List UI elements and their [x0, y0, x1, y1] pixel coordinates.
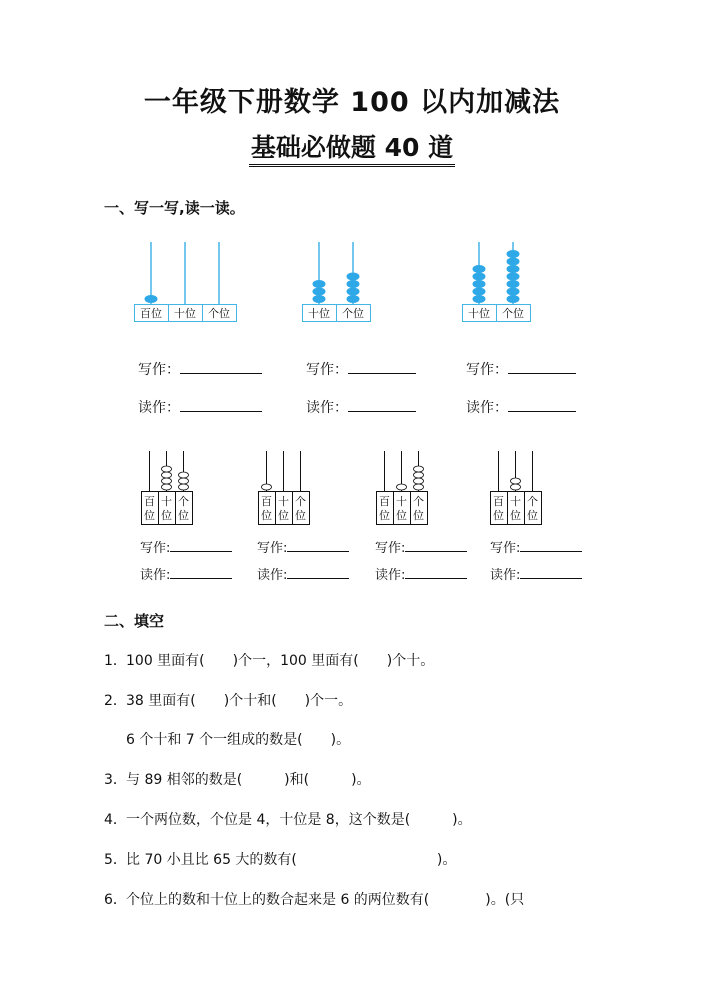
- answer-blank[interactable]: [348, 359, 416, 374]
- page-title: 一年级下册数学 100 以内加减法: [143, 87, 561, 118]
- answer-blank[interactable]: [405, 564, 467, 579]
- read-row-5: 读作:: [257, 564, 349, 583]
- abacus-bead: [507, 295, 520, 303]
- abacus-place-label: 十: [510, 495, 521, 508]
- answer-blank[interactable]: [508, 397, 576, 412]
- abacus-place-label: 位: [510, 509, 521, 522]
- write-row-2: 写作：: [306, 359, 416, 379]
- abacus-bead: [262, 484, 272, 490]
- answer-blank[interactable]: [405, 537, 467, 552]
- abacus-place-label: 个: [178, 495, 189, 508]
- abacus-place-label: 个: [295, 495, 306, 508]
- abacus-3: [462, 238, 534, 324]
- abacus-bead: [414, 472, 424, 478]
- abacus-bead: [473, 273, 486, 281]
- abacus-bead: [414, 484, 424, 490]
- abacus-place-label: 十位: [308, 307, 330, 320]
- abacus-place-label: 个位: [208, 307, 230, 320]
- abacus-bead: [473, 280, 486, 288]
- abacus-place-label: 十位: [174, 307, 196, 320]
- answer-blank[interactable]: [180, 397, 262, 412]
- read-row-3: 读作：: [466, 397, 576, 417]
- abacus-bead: [511, 484, 521, 490]
- write-row-4: 写作:: [140, 537, 232, 556]
- abacus-bead: [179, 478, 189, 484]
- abacus-place-label: 位: [493, 509, 504, 522]
- abacus-bead: [313, 288, 326, 296]
- answer-blank[interactable]: [287, 537, 349, 552]
- abacus-place-label: 百: [493, 495, 504, 508]
- abacus-2: [302, 238, 374, 324]
- abacus-bead: [162, 472, 172, 478]
- abacus-bead: [507, 265, 520, 273]
- abacus-bead: [179, 484, 189, 490]
- answer-blank[interactable]: [520, 537, 582, 552]
- abacus-bead: [507, 258, 520, 266]
- abacus-place-label: 位: [295, 509, 306, 522]
- answer-blank[interactable]: [287, 564, 349, 579]
- abacus-place-label: 百: [144, 495, 155, 508]
- abacus-bead: [347, 280, 360, 288]
- answer-blank[interactable]: [180, 359, 262, 374]
- write-row-1: 写作：: [138, 359, 262, 379]
- abacus-place-label: 十位: [468, 307, 490, 320]
- answer-blank[interactable]: [348, 397, 416, 412]
- abacus-place-label: 位: [396, 509, 407, 522]
- abacus-bead: [511, 478, 521, 484]
- abacus-place-label: 百位: [140, 307, 162, 320]
- read-row-4: 读作:: [140, 564, 232, 583]
- abacus-bead: [473, 295, 486, 303]
- abacus-bead: [347, 273, 360, 281]
- fill-item-4: 4．一个两位数，个位是 4，十位是 8，这个数是( )。: [104, 812, 472, 828]
- read-row-6: 读作:: [375, 564, 467, 583]
- abacus-6: [374, 449, 430, 527]
- page-subtitle: 基础必做题 40 道: [0, 128, 704, 164]
- abacus-bead: [507, 273, 520, 281]
- abacus-4: [139, 449, 195, 527]
- abacus-place-label: 个: [413, 495, 424, 508]
- abacus-place-label: 位: [527, 509, 538, 522]
- fill-item-5: 5．比 70 小且比 65 大的数有( )。: [104, 852, 457, 868]
- answer-blank[interactable]: [170, 537, 232, 552]
- read-row-2: 读作：: [306, 397, 416, 417]
- abacus-place-label: 百: [261, 495, 272, 508]
- write-row-6: 写作:: [375, 537, 467, 556]
- fill-item-1: 1．100 里面有( )个一，100 里面有( )个十。: [104, 653, 435, 669]
- abacus-place-label: 十: [278, 495, 289, 508]
- fill-item-2b: 6 个十和 7 个一组成的数是( )。: [126, 732, 351, 748]
- abacus-bead: [414, 466, 424, 472]
- abacus-bead: [162, 466, 172, 472]
- write-row-5: 写作:: [257, 537, 349, 556]
- abacus-bead: [313, 295, 326, 303]
- answer-blank[interactable]: [508, 359, 576, 374]
- abacus-bead: [473, 288, 486, 296]
- fill-item-2: 2．38 里面有( )个十和( )个一。: [104, 693, 353, 709]
- abacus-bead: [507, 250, 520, 258]
- read-row-7: 读作:: [490, 564, 582, 583]
- abacus-7: [488, 449, 544, 527]
- read-row-1: 读作：: [138, 397, 262, 417]
- abacus-place-label: 位: [413, 509, 424, 522]
- abacus-bead: [507, 280, 520, 288]
- fill-item-6: 6．个位上的数和十位上的数合起来是 6 的两位数有( )。(只: [104, 892, 525, 908]
- write-row-7: 写作:: [490, 537, 582, 556]
- abacus-bead: [347, 295, 360, 303]
- abacus-place-label: 十: [161, 495, 172, 508]
- abacus-place-label: 十: [396, 495, 407, 508]
- abacus-place-label: 位: [379, 509, 390, 522]
- abacus-bead: [179, 472, 189, 478]
- abacus-bead: [145, 295, 158, 303]
- section2-heading: 二、填空: [104, 612, 165, 630]
- abacus-place-label: 个位: [502, 307, 524, 320]
- abacus-place-label: 百: [379, 495, 390, 508]
- abacus-bead: [313, 280, 326, 288]
- abacus-1: [134, 238, 238, 324]
- abacus-place-label: 位: [178, 509, 189, 522]
- abacus-place-label: 位: [261, 509, 272, 522]
- fill-item-3: 3．与 89 相邻的数是( )和( )。: [104, 772, 371, 788]
- abacus-5: [256, 449, 312, 527]
- abacus-bead: [473, 265, 486, 273]
- abacus-bead: [162, 478, 172, 484]
- abacus-place-label: 位: [278, 509, 289, 522]
- answer-blank[interactable]: [170, 564, 232, 579]
- abacus-bead: [414, 478, 424, 484]
- abacus-place-label: 位: [161, 509, 172, 522]
- abacus-bead: [507, 288, 520, 296]
- write-row-3: 写作：: [466, 359, 576, 379]
- answer-blank[interactable]: [520, 564, 582, 579]
- abacus-place-label: 位: [144, 509, 155, 522]
- abacus-place-label: 个: [527, 495, 538, 508]
- abacus-place-label: 个位: [342, 307, 364, 320]
- abacus-bead: [347, 288, 360, 296]
- abacus-bead: [162, 484, 172, 490]
- section1-heading: 一、写一写,读一读。: [104, 199, 245, 217]
- abacus-bead: [397, 484, 407, 490]
